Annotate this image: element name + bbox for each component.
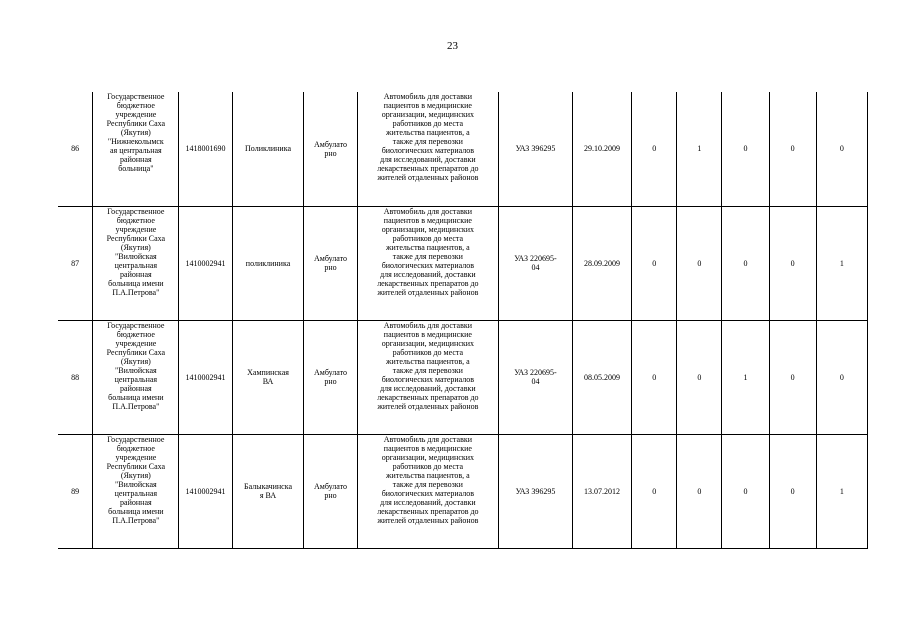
department-cell-text: Хампинская ВА <box>247 368 289 386</box>
date-cell-text: 28.09.2009 <box>584 258 621 268</box>
vehicle-purpose-cell <box>357 320 498 434</box>
count-cell-2-text: 0 <box>697 486 702 496</box>
care-type-cell <box>304 434 357 548</box>
count-cell-3 <box>722 434 769 548</box>
vehicle-model-cell-text: УАЗ 396295 <box>515 486 556 496</box>
care-type-cell-text: Амбулато рно <box>314 254 348 272</box>
vehicle-purpose-cell <box>357 434 498 548</box>
vehicle-purpose-cell-text: Автомобиль для доставки пациентов в медицинские организации, медицинских работников до места жительства пациентов, а также для перевозки биологических материалов для исследований, доставки лекарственных препаратов до жителей отдаленных районов <box>377 206 479 297</box>
count-cell-1 <box>632 92 677 206</box>
count-cell-4 <box>769 206 816 320</box>
department-cell-text: Поликлиника <box>245 144 292 154</box>
inn-cell <box>179 434 232 548</box>
count-cell-4 <box>769 92 816 206</box>
table-row <box>58 434 868 548</box>
count-cell-1 <box>632 434 677 548</box>
department-cell-text: Балыкачинска я ВА <box>244 482 293 500</box>
count-cell-5-text: 1 <box>839 486 844 496</box>
count-cell-2 <box>677 92 722 206</box>
inn-cell <box>179 92 232 206</box>
count-cell-3-text: 1 <box>743 372 748 382</box>
count-cell-4 <box>769 434 816 548</box>
vehicle-model-cell-text: УАЗ 396295 <box>515 144 556 154</box>
vehicle-purpose-cell <box>357 92 498 206</box>
vehicle-model-cell-text: УАЗ 220695- 04 <box>514 254 557 272</box>
count-cell-3-text: 0 <box>743 486 748 496</box>
count-cell-5 <box>816 434 867 548</box>
care-type-cell <box>304 320 357 434</box>
vehicle-purpose-cell <box>357 206 498 320</box>
count-cell-1-text: 0 <box>652 486 657 496</box>
inn-cell <box>179 320 232 434</box>
vehicle-model-cell <box>499 206 573 320</box>
institution-cell-text: Государственное бюджетное учреждение Республики Саха (Якутия) "Вилюйская центральная районная больница имени П.А.Петрова" <box>106 434 166 525</box>
care-type-cell <box>304 206 357 320</box>
count-cell-3-text: 0 <box>743 144 748 154</box>
institution-cell <box>93 320 179 434</box>
vehicle-model-cell <box>499 320 573 434</box>
count-cell-4 <box>769 320 816 434</box>
count-cell-4-text: 0 <box>790 258 795 268</box>
institution-cell <box>93 434 179 548</box>
count-cell-5 <box>816 206 867 320</box>
department-cell <box>232 320 304 434</box>
count-cell-2 <box>677 320 722 434</box>
institution-cell <box>93 206 179 320</box>
vehicle-purpose-cell-text: Автомобиль для доставки пациентов в медицинские организации, медицинских работников до места жительства пациентов, а также для перевозки биологических материалов для исследований, доставки лекарственных препаратов до жителей отдаленных районов <box>377 92 479 182</box>
date-cell <box>572 434 631 548</box>
department-cell <box>232 92 304 206</box>
count-cell-3 <box>722 92 769 206</box>
count-cell-1-text: 0 <box>652 258 657 268</box>
care-type-cell-text: Амбулато рно <box>314 368 348 386</box>
count-cell-3 <box>722 320 769 434</box>
inn-cell <box>179 206 232 320</box>
table-row <box>58 320 868 434</box>
institution-cell-text: Государственное бюджетное учреждение Республики Саха (Якутия) "Вилюйская центральная районная больница имени П.А.Петрова" <box>106 206 166 297</box>
row-number-cell <box>58 434 93 548</box>
count-cell-4-text: 0 <box>790 486 795 496</box>
institution-cell-text: Государственное бюджетное учреждение Республики Саха (Якутия) "Вилюйская центральная районная больница имени П.А.Петрова" <box>106 320 166 411</box>
date-cell-text: 08.05.2009 <box>584 372 621 382</box>
inn-cell-text: 1410002941 <box>185 258 226 268</box>
count-cell-1 <box>632 320 677 434</box>
count-cell-2-text: 1 <box>697 144 702 154</box>
count-cell-2-text: 0 <box>697 258 702 268</box>
department-cell <box>232 206 304 320</box>
count-cell-2 <box>677 206 722 320</box>
count-cell-5 <box>816 320 867 434</box>
institution-cell-text: Государственное бюджетное учреждение Республики Саха (Якутия) "Нижнеколымск ая центральная районная больница" <box>106 92 166 173</box>
count-cell-1-text: 0 <box>652 372 657 382</box>
care-type-cell <box>304 92 357 206</box>
row-number-cell <box>58 92 93 206</box>
row-number-cell-text: 88 <box>71 372 80 382</box>
inn-cell-text: 1410002941 <box>185 372 226 382</box>
date-cell-text: 13.07.2012 <box>584 486 621 496</box>
count-cell-4-text: 0 <box>790 144 795 154</box>
department-cell-text: поликлиника <box>245 258 291 268</box>
count-cell-1-text: 0 <box>652 144 657 154</box>
row-number-cell-text: 86 <box>71 144 80 154</box>
count-cell-5-text: 0 <box>839 372 844 382</box>
date-cell-text: 29.10.2009 <box>584 144 621 154</box>
vehicle-purpose-cell-text: Автомобиль для доставки пациентов в медицинские организации, медицинских работников до места жительства пациентов, а также для перевозки биологических материалов для исследований, доставки лекарственных препаратов до жителей отдаленных районов <box>377 434 479 525</box>
institution-cell <box>93 92 179 206</box>
vehicle-model-cell-text: УАЗ 220695- 04 <box>514 368 557 386</box>
table-row <box>58 206 868 320</box>
count-cell-1 <box>632 206 677 320</box>
count-cell-5 <box>816 92 867 206</box>
vehicle-model-cell <box>499 92 573 206</box>
count-cell-3 <box>722 206 769 320</box>
count-cell-3-text: 0 <box>743 258 748 268</box>
vehicle-model-cell <box>499 434 573 548</box>
vehicle-purpose-cell-text: Автомобиль для доставки пациентов в медицинские организации, медицинских работников до места жительства пациентов, а также для перевозки биологических материалов для исследований, доставки лекарственных препаратов до жителей отдаленных районов <box>377 320 479 411</box>
department-cell <box>232 434 304 548</box>
page-number: 23 <box>447 40 458 52</box>
count-cell-4-text: 0 <box>790 372 795 382</box>
table-row <box>58 92 868 206</box>
vehicle-registry-table <box>58 92 868 549</box>
row-number-cell-text: 89 <box>71 486 80 496</box>
care-type-cell-text: Амбулато рно <box>314 482 348 500</box>
count-cell-5-text: 0 <box>839 144 844 154</box>
inn-cell-text: 1418001690 <box>185 144 226 154</box>
count-cell-2 <box>677 434 722 548</box>
care-type-cell-text: Амбулато рно <box>314 139 348 158</box>
table-body <box>58 92 868 548</box>
date-cell <box>572 206 631 320</box>
count-cell-2-text: 0 <box>697 372 702 382</box>
inn-cell-text: 1410002941 <box>185 486 226 496</box>
date-cell <box>572 92 631 206</box>
row-number-cell <box>58 206 93 320</box>
row-number-cell-text: 87 <box>71 258 80 268</box>
row-number-cell <box>58 320 93 434</box>
date-cell <box>572 320 631 434</box>
count-cell-5-text: 1 <box>839 258 844 268</box>
